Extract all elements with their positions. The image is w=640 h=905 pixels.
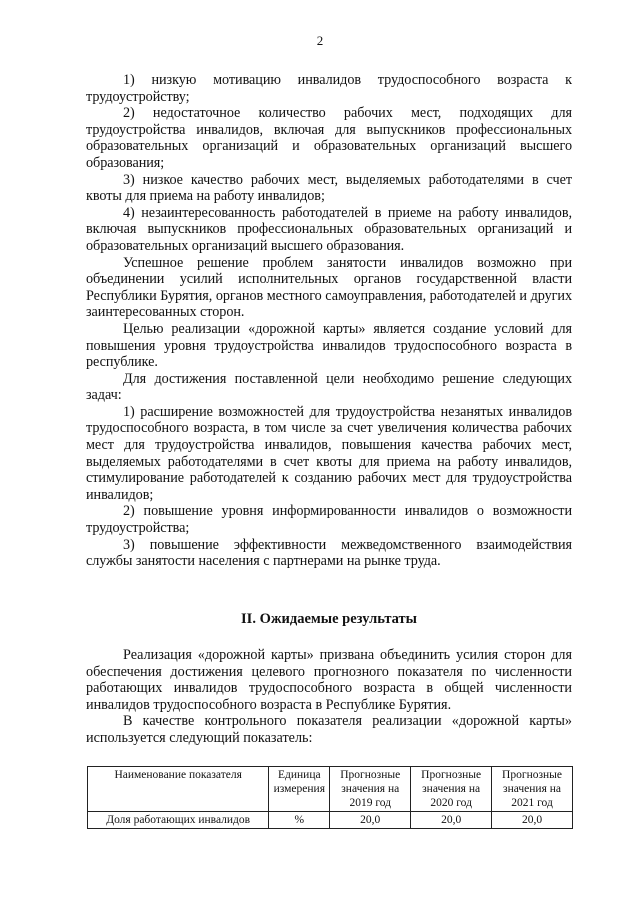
paragraph: Целью реализации «дорожной карты» является создание условий для повышения уровня трудоустройства инвалидов трудоспособного возраста в республике. <box>86 320 572 371</box>
paragraph: 2) недостаточное количество рабочих мест, подходящих для трудоустройства инвалидов, включая для выпускников профессиональных образовательных организаций и образовательных организаций высшего образования; <box>86 105 572 171</box>
indicator-table <box>87 766 573 829</box>
paragraph: 1) низкую мотивацию инвалидов трудоспособного возраста к трудоустройству; <box>86 72 572 105</box>
header-indicator-name: Наименование показателя <box>88 767 269 812</box>
paragraph: Реализация «дорожной карты» призвана объединить усилия сторон для обеспечения достижения целевого прогнозного показателя по численности работающих инвалидов трудоспособного возраста в общей численности инвалидов трудоспособного возраста в Республике Бурятия. <box>86 647 572 713</box>
paragraph: В качестве контрольного показателя реализации «дорожной карты» используется следующий показатель: <box>86 713 572 746</box>
header-forecast-2020: Прогнозные значения на 2020 год <box>411 767 492 812</box>
header-forecast-2019: Прогнозные значения на 2019 год <box>330 767 411 812</box>
results-text <box>86 647 572 747</box>
paragraph: 3) низкое качество рабочих мест, выделяемых работодателями в счет квоты для приема на работу инвалидов; <box>86 171 572 205</box>
paragraph: 4) незаинтересованность работодателей в приеме на работу инвалидов, включая выпускников профессиональных образовательных организаций и образовательных организаций высшего образования. <box>86 204 572 254</box>
cell-value-2020: 20,0 <box>411 812 492 829</box>
header-unit: Единица измерения <box>269 767 330 812</box>
paragraph: 2) повышение уровня информированности инвалидов о возможности трудоустройства; <box>86 503 572 537</box>
paragraph: Для достижения поставленной цели необходимо решение следующих задач: <box>86 370 572 404</box>
paragraph: Успешное решение проблем занятости инвалидов возможно при объединении усилий исполнительных органов государственной власти Республики Бурятия, органов местного самоуправления, работодателей и других заинтересованных сторон. <box>86 254 572 321</box>
cell-unit: % <box>269 812 330 829</box>
section-title: II. Ожидаемые результаты <box>241 611 417 627</box>
paragraph: 1) расширение возможностей для трудоустройства незанятых инвалидов трудоспособного возраста, в том числе за счет увеличения количества рабочих мест для трудоустройства инвалидов, повышения качества рабочих мест, выделяемых работодателями в счет квоты для приема на работу инвалидов, стимулирование работодателей к созданию рабочих мест для трудоустройства инвалидов; <box>86 403 572 503</box>
cell-value-2019: 20,0 <box>330 812 411 829</box>
table-header-row <box>88 767 573 812</box>
body-text <box>86 72 572 570</box>
table-row <box>88 812 573 829</box>
header-forecast-2021: Прогнозные значения на 2021 год <box>492 767 573 812</box>
cell-value-2021: 20,0 <box>492 812 573 829</box>
page-number: 2 <box>316 33 324 48</box>
cell-indicator-name: Доля работающих инвалидов <box>88 812 269 829</box>
paragraph: 3) повышение эффективности межведомственного взаимодействия службы занятости населения с партнерами на рынке труда. <box>86 536 572 570</box>
